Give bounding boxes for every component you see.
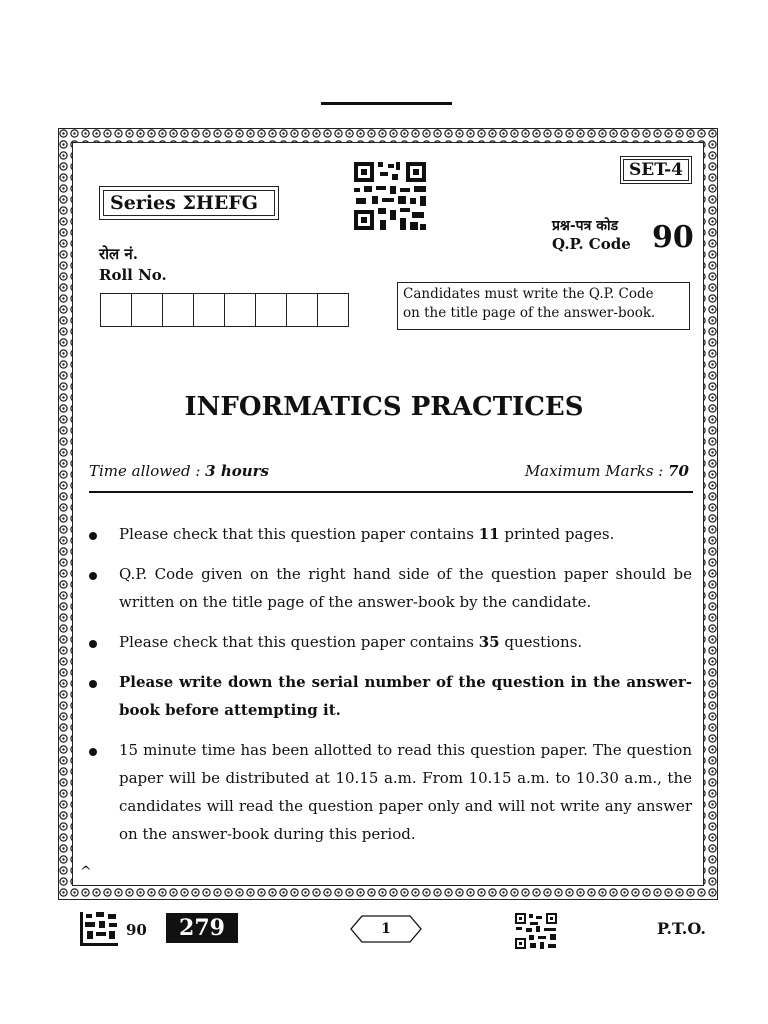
- roll-label-hindi: रोल नं.: [99, 245, 138, 263]
- page-number: 1: [381, 921, 391, 937]
- footer-badge: 279: [166, 913, 238, 943]
- subject-title: INFORMATICS PRACTICES: [184, 392, 584, 422]
- candidates-note: [397, 282, 690, 330]
- roll-number-box[interactable]: [255, 293, 287, 327]
- roll-number-boxes[interactable]: [100, 293, 348, 327]
- footer-code: 90: [126, 921, 147, 939]
- roll-number-box[interactable]: [162, 293, 194, 327]
- instruction-item: [89, 668, 692, 724]
- caret-mark: ^: [80, 864, 92, 880]
- roll-number-box[interactable]: [224, 293, 256, 327]
- set-box: [620, 156, 692, 184]
- time-allowed-value: 3 hours: [205, 462, 269, 480]
- qp-code-label: Q.P. Code: [552, 235, 631, 253]
- qp-code-label-hindi: प्रश्न-पत्र कोड: [552, 218, 619, 234]
- bullet-icon: [89, 748, 97, 756]
- pto-label: P.T.O.: [657, 919, 706, 938]
- maximum-marks: [525, 462, 689, 480]
- candidates-note-line2: on the title page of the answer-book.: [403, 305, 656, 321]
- instruction-text: questions.: [499, 633, 583, 651]
- top-rule: [321, 102, 452, 105]
- instruction-item: [89, 628, 692, 656]
- instruction-item: [89, 520, 692, 548]
- maximum-marks-label: Maximum Marks :: [524, 462, 669, 480]
- instruction-bold: 35: [478, 633, 500, 651]
- roll-number-box[interactable]: [131, 293, 163, 327]
- bullet-icon: [89, 680, 97, 688]
- roll-number-box[interactable]: [193, 293, 225, 327]
- instruction-item: [89, 736, 692, 848]
- roll-number-box[interactable]: [100, 293, 132, 327]
- instruction-bold: Please write down the serial number of the question in the answer-book before attempting it.: [119, 673, 692, 719]
- instruction-text: Q.P. Code given on the right hand side of the question paper should be written on the title page of the answer-book by the candidate.: [119, 565, 692, 611]
- roll-number-box[interactable]: [286, 293, 318, 327]
- time-allowed-label: Time allowed :: [89, 462, 206, 480]
- instructions-list: [89, 520, 692, 860]
- time-allowed: [89, 462, 269, 480]
- divider: [89, 491, 693, 493]
- series-label: Series ΣHEFG: [103, 190, 275, 216]
- maximum-marks-value: 70: [668, 462, 689, 480]
- instruction-bold: 11: [478, 525, 500, 543]
- roll-label: Roll No.: [99, 266, 167, 284]
- candidates-note-line1: Candidates must write the Q.P. Code: [403, 286, 654, 302]
- bullet-icon: [89, 572, 97, 580]
- qp-code-number: 90: [652, 220, 694, 255]
- instruction-text: Please check that this question paper contains: [119, 633, 479, 651]
- instruction-text: 15 minute time has been allotted to read this question paper. The question paper will be distributed at 10.15 a.m. From 10.15 a.m. to 10.30 a.m., the candidates will read the question paper only and will not write any answer on the answer-book during this period.: [119, 741, 692, 843]
- page-number-badge: [350, 915, 422, 943]
- roll-number-box[interactable]: [317, 293, 349, 327]
- footer-qr-code-icon: [514, 912, 558, 950]
- series-box: [99, 186, 279, 220]
- qr-code-icon: [352, 160, 428, 232]
- instruction-text: printed pages.: [499, 525, 615, 543]
- instruction-text: Please check that this question paper contains: [119, 525, 479, 543]
- bullet-icon: [89, 640, 97, 648]
- instruction-item: [89, 560, 692, 616]
- set-label: SET-4: [623, 159, 689, 181]
- bullet-icon: [89, 532, 97, 540]
- datamatrix-icon: [80, 912, 118, 946]
